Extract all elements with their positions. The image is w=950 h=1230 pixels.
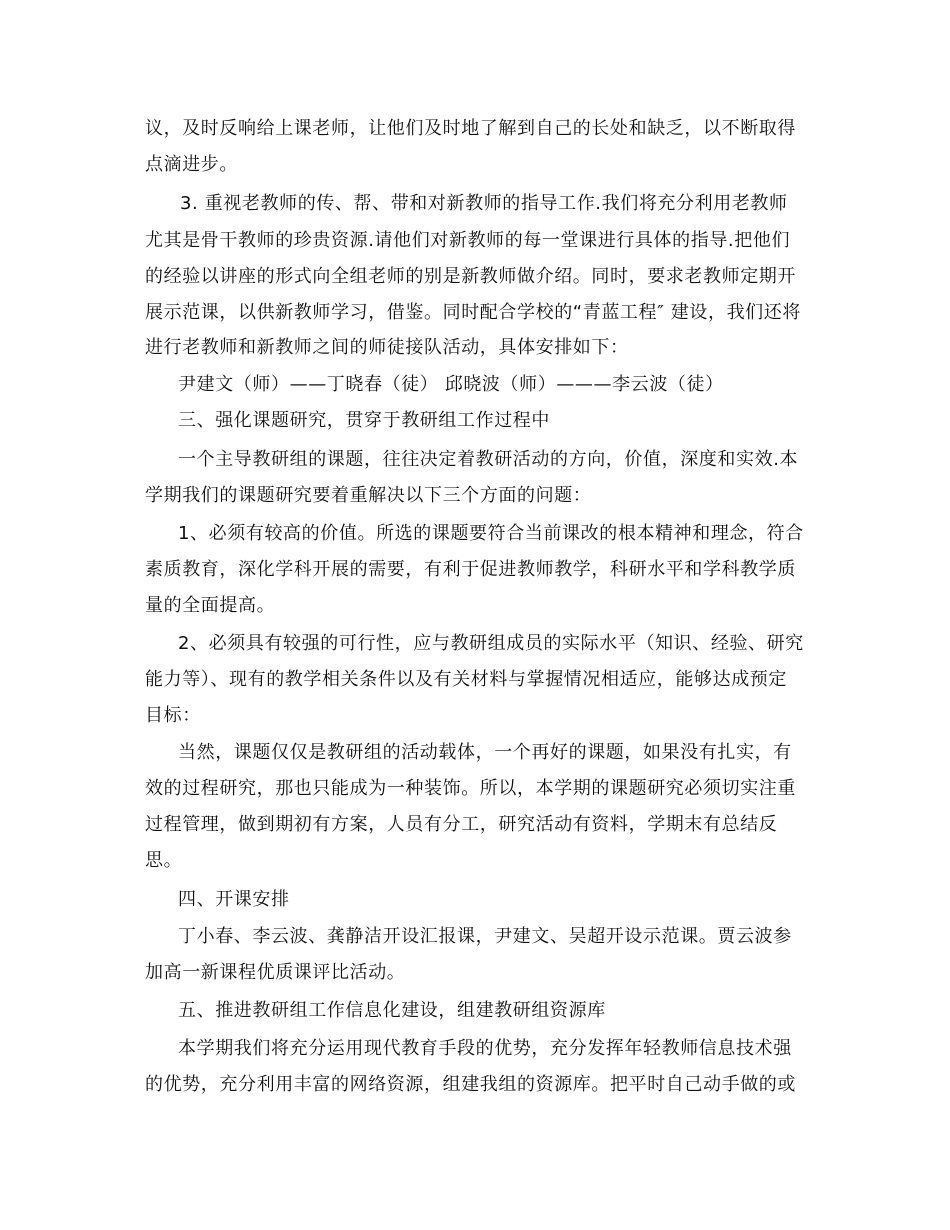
text-line: 量的全面提高。 bbox=[145, 595, 276, 616]
text-line: 2、必须具有较强的可行性，应与教研组成员的实际水平（知识、经验、研究 bbox=[178, 633, 804, 654]
text-line: 思。 bbox=[145, 850, 183, 871]
text-line: 一个主导教研组的课题，往往决定着教研活动的方向，价值，深度和实效.本 bbox=[178, 449, 799, 470]
section-heading: 三、强化课题研究，贯穿于教研组工作过程中 bbox=[178, 410, 550, 431]
text-line: 目标： bbox=[145, 705, 201, 726]
text-line: 展示范课，以供新教师学习，借鉴。同时配合学校的“青蓝工程″ 建设，我们还将 bbox=[145, 302, 801, 323]
text-line: 点滴进步。 bbox=[145, 154, 238, 175]
text-line: 效的过程研究，那也只能成为一种装饰。所以，本学期的课题研究必须切实注重 bbox=[145, 778, 796, 799]
text-line: 能力等）、现有的教学相关条件以及有关材料与掌握情况相适应，能够达成预定 bbox=[145, 669, 787, 690]
section-heading: 四、开课安排 bbox=[178, 889, 290, 910]
text-line: 丁小春、李云波、龚静洁开设汇报课，尹建文、吴超开设示范课。贾云波参 bbox=[178, 926, 792, 947]
text-line: 的优势，充分利用丰富的网络资源，组建我组的资源库。把平时自己动手做的或 bbox=[145, 1074, 796, 1095]
text-line: 素质教育，深化学科开展的需要，有利于促进教师教学，科研水平和学科教学质 bbox=[145, 559, 796, 580]
text-line: 3. 重视老教师的传、帮、带和对新教师的指导工作.我们将充分利用老教师 bbox=[180, 193, 788, 214]
text-line: 尤其是骨干教师的珍贵资源.请他们对新教师的每一堂课进行具体的指导.把他们 bbox=[145, 230, 791, 251]
text-line: 当然，课题仅仅是教研组的活动载体，一个再好的课题，如果没有扎实，有 bbox=[178, 742, 792, 763]
text-line: 1、必须有较高的价值。所选的课题要符合当前课改的根本精神和理念，符合 bbox=[178, 523, 804, 544]
text-line: 学期我们的课题研究要着重解决以下三个方面的问题： bbox=[145, 485, 592, 506]
text-line: 尹建文（师）——丁晓春（徒） 邱晓波（师）———李云波（徒） bbox=[178, 374, 724, 395]
text-line: 的经验以讲座的形式向全组老师的别是新教师做介绍。同时，要求老教师定期开 bbox=[145, 266, 796, 287]
text-line: 过程管理，做到期初有方案，人员有分工，研究活动有资料，学期末有总结反 bbox=[145, 814, 778, 835]
section-heading: 五、推进教研组工作信息化建设，组建教研组资源库 bbox=[178, 1000, 606, 1021]
text-line: 本学期我们将充分运用现代教育手段的优势，充分发挥年轻教师信息技术强 bbox=[178, 1038, 792, 1059]
text-line: 加高一新课程优质课评比活动。 bbox=[145, 962, 406, 983]
text-line: 议，及时反响给上课老师，让他们及时地了解到自己的长处和缺乏，以不断取得 bbox=[145, 118, 796, 139]
text-line: 进行老教师和新教师之间的师徒接队活动，具体安排如下： bbox=[145, 337, 629, 358]
